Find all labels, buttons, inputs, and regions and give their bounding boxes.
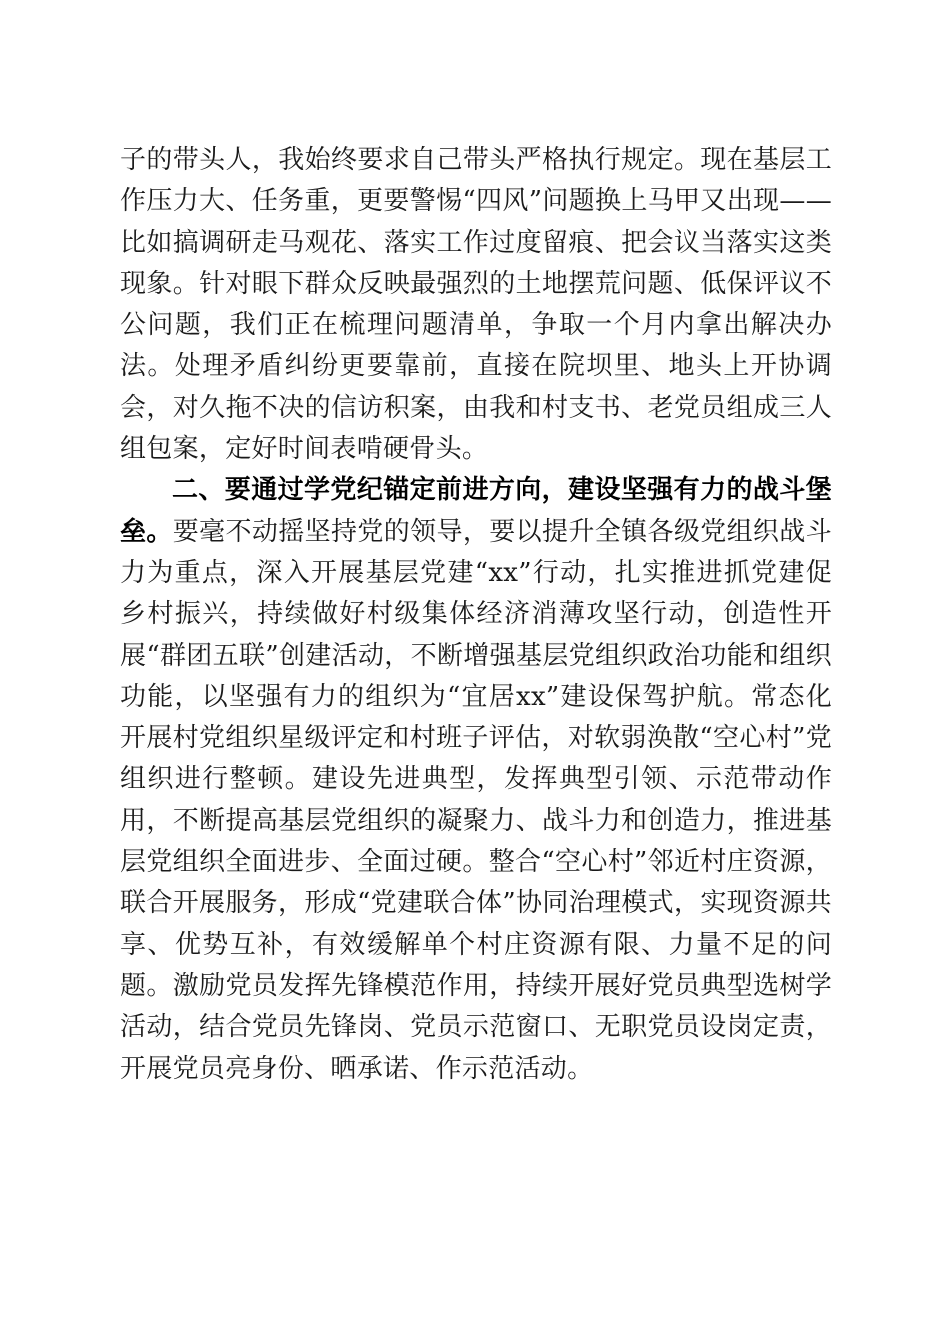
paragraph-section-two	[120, 470, 832, 1089]
document-body	[120, 140, 832, 1090]
section-body-text: 要毫不动摇坚持党的领导，要以提升全镇各级党组织战斗力为重点，深入开展基层党建“xx”行动，扎实推进抓党建促乡村振兴，持续做好村级集体经济消薄攻坚行动，创造性开展“群团五联”创建活动，不断增强基层党组织政治功能和组织功能，以坚强有力的组织为“宜居xx”建设保驾护航。常态化开展村党组织星级评定和村班子评估，对软弱涣散“空心村”党组织进行整顿。建设先进典型，发挥典型引领、示范带动作用，不断提高基层党组织的凝聚力、战斗力和创造力，推进基层党组织全面进步、全面过硬。整合“空心村”邻近村庄资源，联合开展服务，形成“党建联合体”协同治理模式，实现资源共享、优势互补，有效缓解单个村庄资源有限、力量不足的问题。激励党员发挥先锋模范作用，持续开展好党员典型选树学活动，结合党员先锋岗、党员示范窗口、无职党员设岗定责，开展党员亮身份、晒承诺、作示范活动。	[120, 516, 832, 1084]
section-heading: 二、要通过学党纪锚定前进方向，建设坚强有力的战斗堡垒。	[120, 475, 832, 547]
paragraph-continuation: 子的带头人，我始终要求自己带头严格执行规定。现在基层工作压力大、任务重，更要警惕“四风”问题换上马甲又出现——比如搞调研走马观花、落实工作过度留痕、把会议当落实这类现象。针对眼下群众反映最强烈的土地摆荒问题、低保评议不公问题，我们正在梳理问题清单，争取一个月内拿出解决办法。处理矛盾纠纷更要靠前，直接在院坝里、地头上开协调会，对久拖不决的信访积案，由我和村支书、老党员组成三人组包案，定好时间表啃硬骨头。	[120, 145, 832, 465]
